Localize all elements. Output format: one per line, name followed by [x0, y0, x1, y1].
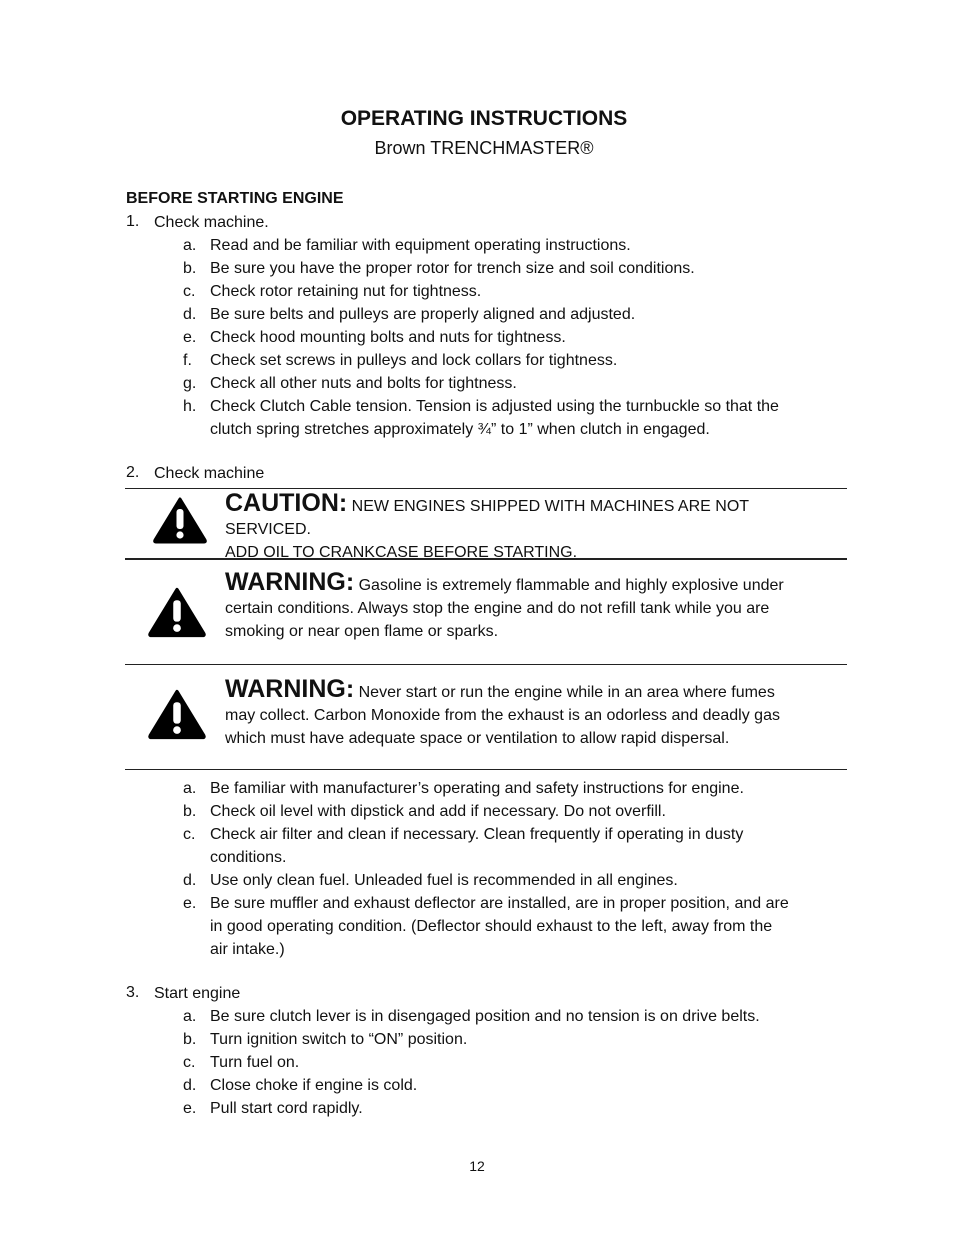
list-item-letter: b. [183, 803, 197, 820]
list-item-text: Check oil level with dipstick and add if necessary. Do not overfill. [210, 803, 666, 820]
list-item-letter: a. [183, 780, 197, 797]
list-item-text: Read and be familiar with equipment operating instructions. [210, 237, 631, 254]
page-title: OPERATING INSTRUCTIONS [340, 107, 628, 130]
list-item-letter: e. [183, 329, 197, 346]
list-item-text: in good operating condition. (Deflector should exhaust to the left, away from the [210, 918, 773, 935]
list-item-letter: e. [183, 1100, 197, 1117]
list-item-text: Be sure muffler and exhaust deflector are installed, are in proper position, and are [210, 895, 789, 912]
warning2-line-1: Never start or run the engine while in an area where fumes [358, 684, 775, 701]
list-item-letter: c. [183, 826, 196, 843]
list-item-letter: f. [183, 352, 192, 369]
list-item-text: clutch spring stretches approximately ¾” to 1” when clutch in engaged. [210, 421, 710, 438]
warning-heading: WARNING: [225, 568, 355, 596]
list-item-text: Be familiar with manufacturer’s operating and safety instructions for engine. [210, 780, 744, 797]
list-item-text: Turn ignition switch to “ON” position. [210, 1031, 468, 1048]
list-item-text: Pull start cord rapidly. [210, 1100, 363, 1117]
list-item-text: Check hood mounting bolts and nuts for tightness. [210, 329, 566, 346]
warning2-line-2: may collect. Carbon Monoxide from the exhaust is an odorless and deadly gas [225, 707, 780, 724]
warning-triangle-icon [147, 686, 207, 742]
step1-label: Check machine. [154, 214, 269, 231]
list-item-text: Use only clean fuel. Unleaded fuel is recommended in all engines. [210, 872, 678, 889]
list-item-text: Check set screws in pulleys and lock collars for tightness. [210, 352, 618, 369]
list-item-text: air intake.) [210, 941, 285, 958]
list-item-letter: a. [183, 237, 197, 254]
divider [125, 558, 847, 560]
caution-line-2: ADD OIL TO CRANKCASE BEFORE STARTING. [225, 544, 578, 561]
page-number: 12 [469, 1158, 485, 1174]
divider [125, 664, 847, 665]
list-item-text: Be sure you have the proper rotor for trench size and soil conditions. [210, 260, 695, 277]
list-item-letter: c. [183, 283, 196, 300]
list-item-letter: a. [183, 1008, 197, 1025]
page-subtitle: Brown TRENCHMASTER® [374, 138, 594, 158]
warning2-line-3: which must have adequate space or ventilation to allow rapid dispersal. [225, 730, 730, 747]
warning1-line-3: smoking or near open flame or sparks. [225, 623, 499, 640]
warning-heading: WARNING: [225, 675, 355, 703]
step2-label: Check machine [154, 465, 265, 482]
list-item-letter: b. [183, 1031, 197, 1048]
list-item-text: Check rotor retaining nut for tightness. [210, 283, 482, 300]
list-item-text: Be sure belts and pulleys are properly aligned and adjusted. [210, 306, 636, 323]
list-item-text: Check all other nuts and bolts for tightness. [210, 375, 517, 392]
list-item-letter: h. [183, 398, 197, 415]
warning1-line-1: Gasoline is extremely flammable and highly explosive under [358, 577, 784, 594]
step1-number: 1. [126, 213, 140, 230]
caution-heading: CAUTION: [225, 489, 348, 517]
warning-triangle-icon [152, 496, 208, 544]
warning1-line-2: certain conditions. Always stop the engine and do not refill tank while you are [225, 600, 770, 617]
list-item-letter: e. [183, 895, 197, 912]
list-item-letter: b. [183, 260, 197, 277]
list-item-text: conditions. [210, 849, 287, 866]
list-item-letter: g. [183, 375, 197, 392]
list-item-letter: d. [183, 872, 197, 889]
list-item-text: Close choke if engine is cold. [210, 1077, 418, 1094]
list-item-letter: c. [183, 1054, 196, 1071]
list-item-text: Be sure clutch lever is in disengaged position and no tension is on drive belts. [210, 1008, 760, 1025]
list-item-text: Check Clutch Cable tension. Tension is adjusted using the turnbuckle so that the [210, 398, 779, 415]
divider [125, 769, 847, 770]
step3-label: Start engine [154, 985, 241, 1002]
warning-triangle-icon [147, 586, 207, 638]
list-item-text: Check air filter and clean if necessary. Clean frequently if operating in dusty [210, 826, 744, 843]
list-item-letter: d. [183, 306, 197, 323]
step3-number: 3. [126, 984, 140, 1001]
list-item-letter: d. [183, 1077, 197, 1094]
warning-notice-gasoline [225, 568, 835, 643]
warning-notice-fumes [225, 675, 835, 750]
section-heading: BEFORE STARTING ENGINE [126, 190, 344, 207]
list-item-text: Turn fuel on. [210, 1054, 300, 1071]
caution-line-1: NEW ENGINES SHIPPED WITH MACHINES ARE NOT SERVICED. [225, 498, 749, 538]
caution-notice [225, 489, 835, 564]
step2-number: 2. [126, 464, 140, 481]
